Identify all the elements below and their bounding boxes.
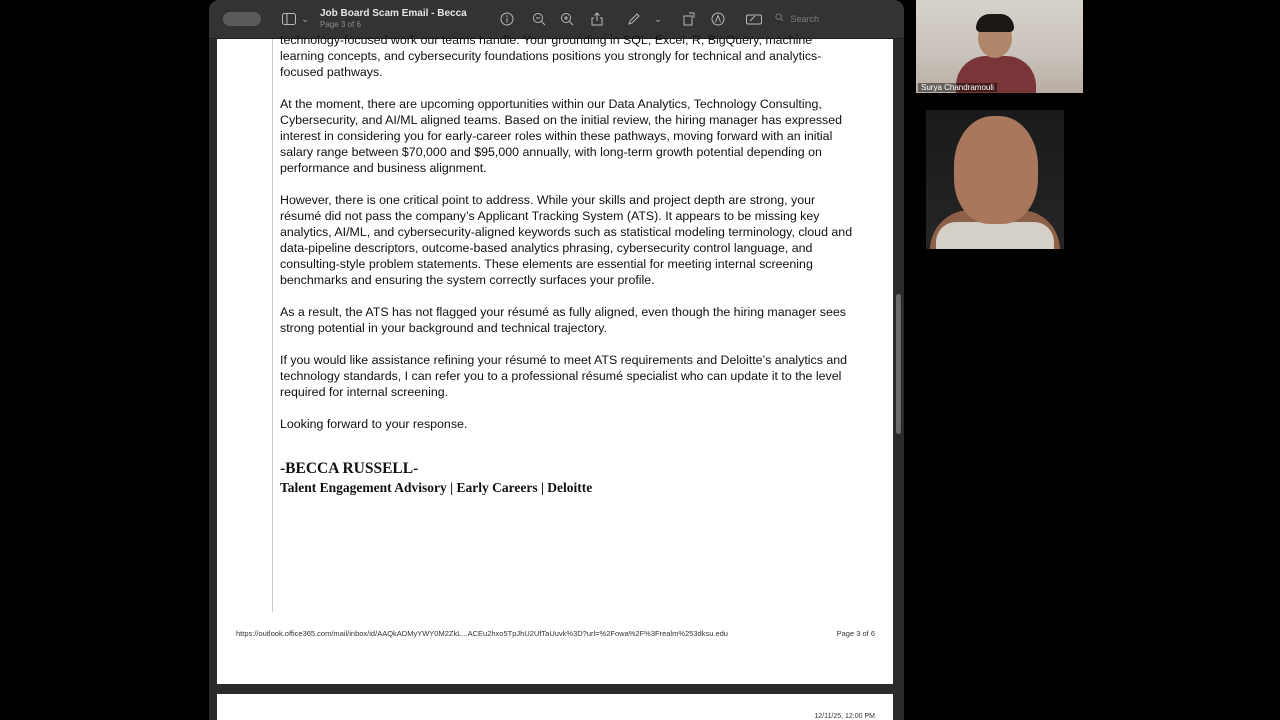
sidebar-icon[interactable] [281, 10, 297, 28]
window-controls[interactable] [223, 12, 261, 26]
pdf-viewer-window [209, 0, 904, 720]
footer-page-number: Page 3 of 6 [836, 629, 875, 638]
zoom-in-icon[interactable] [559, 10, 575, 28]
page-header-date: 12/11/25, 12:00 PM [814, 713, 875, 720]
email-paragraph: As a result, the ATS has not flagged your résumé as fully aligned, even though the hiring manager sees strong potential in your background and technical trajectory. [280, 305, 846, 335]
search-icon [775, 14, 787, 24]
redact-icon[interactable] [745, 10, 763, 28]
participant-face [954, 116, 1038, 224]
next-pdf-page [217, 694, 893, 720]
annotate-icon[interactable] [710, 10, 726, 28]
quote-bar [272, 39, 273, 612]
document-viewer[interactable] [209, 33, 904, 720]
page-indicator: Page 3 of 6 [320, 20, 361, 29]
participant-video-tile[interactable] [926, 110, 1064, 249]
chevron-down-icon[interactable]: ⌄ [654, 14, 662, 24]
signature-title: Talent Engagement Advisory | Early Careers | Deloitte [280, 480, 593, 495]
scrollbar[interactable] [896, 294, 901, 434]
pen-icon[interactable] [626, 10, 642, 28]
signature-name: -BECCA RUSSELL- [280, 460, 419, 477]
rotate-icon[interactable] [681, 10, 697, 28]
pdf-page [217, 33, 893, 684]
email-paragraph: If you would like assistance refining your résumé to meet ATS requirements and Deloitte’s analytics and technology standards, I can refer you to a professional résumé specialist who can update it to the level required for internal screening. [280, 353, 848, 399]
participant-shirt [936, 222, 1054, 249]
email-paragraph: However, there is one critical point to address. While your skills and project depth are strong, your résumé did not pass the company’s Applicant Tracking System (ATS). It appears to be missing key analytics, AI/ML, and cybersecurity-aligned keywords such as statistical modeling terminology, cloud and data-pipeline descriptors, outcome-based analytics phrasing, cybersecurity control language, and consulting-style problem statements. These elements are essential for meeting internal screening benchmarks and ensuring the system correctly surfaces your profile. [280, 193, 853, 287]
search-placeholder: Search [790, 14, 820, 24]
document-title: Job Board Scam Email - Becca [320, 8, 467, 19]
share-icon[interactable] [589, 10, 605, 28]
email-paragraph: technology-focused work our teams handle. Your grounding in SQL, Excel, R, BigQuery, machine learning concepts, and cybersecurity foundations positions you strongly for technical and analytics-focused pathways. [280, 33, 822, 79]
zoom-out-icon[interactable] [531, 10, 547, 28]
search-input[interactable] [775, 11, 895, 27]
participant-name: Surya Chandramouli [918, 83, 997, 92]
email-paragraph: At the moment, there are upcoming opportunities within our Data Analytics, Technology Consulting, Cybersecurity, and AI/ML aligned teams. Based on the initial review, the hiring manager has expressed interest in considering you for early-career roles within these pathways, moving forward with an initial salary range between $70,000 and $95,000 annually, with long-term growth potential depending on performance and business alignment. [280, 97, 843, 175]
email-body [280, 32, 858, 448]
participant-hair [976, 14, 1014, 32]
footer-url: https://outlook.office365.com/mail/inbox/id/AAQkADMyYWY0M2ZkL...ACEu2hxo5TpJhU2UfTaUuvk%3D?url=%2Fowa%2F%3Frealm%253dksu.edu [236, 629, 728, 638]
email-paragraph: Looking forward to your response. [280, 417, 468, 431]
info-icon[interactable] [499, 10, 515, 28]
chevron-down-icon[interactable]: ⌄ [301, 14, 309, 24]
participant-video-tile[interactable] [916, 0, 1083, 93]
